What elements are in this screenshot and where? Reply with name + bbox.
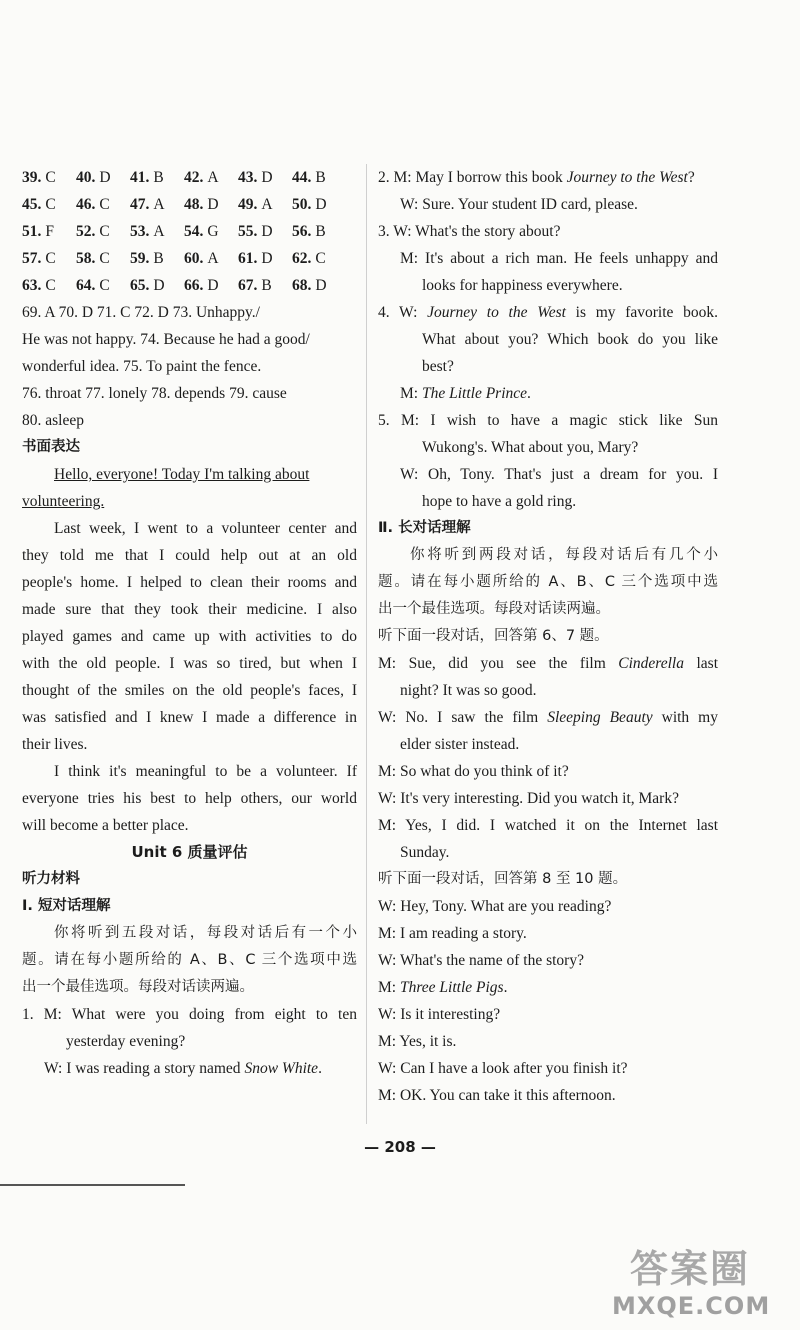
answer-number: 47. <box>130 196 150 213</box>
answer-value: C <box>99 277 110 294</box>
answer-number: 39. <box>22 169 42 186</box>
text-line: was satisfied and I knew I made a difference in <box>22 709 357 726</box>
text-line: I think it's meaningful to be a volunteer. If <box>54 763 357 780</box>
answer-cell <box>238 218 292 245</box>
answer-value: D <box>315 277 327 294</box>
conv1-line-2 <box>378 704 718 731</box>
answer-cell <box>184 164 238 191</box>
text-line: everyone tries his best to help others, our world <box>22 790 357 807</box>
answer-number: 58. <box>76 250 96 267</box>
conv1-line-2-end: with my <box>652 709 718 726</box>
answer-value: D <box>207 277 219 294</box>
answer-cell <box>184 218 238 245</box>
page-number: — 208 — <box>364 1138 436 1156</box>
answer-cell <box>76 218 130 245</box>
text-line: made sure that they took their medicine. I also <box>22 601 357 618</box>
answer-value: G <box>207 223 219 240</box>
answer-number: 52. <box>76 223 96 240</box>
answer-number: 40. <box>76 169 96 186</box>
text-line: Last week, I went to a volunteer center and <box>54 520 357 537</box>
answer-cell <box>22 272 76 299</box>
answer-value: C <box>45 277 56 294</box>
watermark-top: 答案圈 <box>630 1247 751 1291</box>
answer-number: 53. <box>130 223 150 240</box>
answer-value: C <box>99 196 110 213</box>
answer-line-74-cont: wonderful idea. 75. To paint the fence. <box>22 358 262 375</box>
answer-cell <box>130 191 184 218</box>
answer-row <box>22 164 357 191</box>
answer-cell <box>130 218 184 245</box>
text-line: 你将听到五段对话，每段对话后有一个小 <box>54 925 357 941</box>
text-line: their lives. <box>22 736 88 753</box>
bottom-rule <box>0 1184 185 1186</box>
dialogue-3-m-cont: looks for happiness everywhere. <box>422 277 623 294</box>
conv1-film-title: Cinderella <box>618 655 684 672</box>
answer-cell <box>130 164 184 191</box>
answer-row <box>22 218 357 245</box>
text-line: 你将听到两段对话，每段对话后有几个小 <box>410 547 718 563</box>
answer-cell <box>22 218 76 245</box>
dialogue-4-m <box>378 380 718 407</box>
writing-paragraph-2 <box>22 758 357 839</box>
answer-cell <box>184 245 238 272</box>
dialogue-1-question: 1. M: What were you doing from eight to ten <box>22 1006 357 1023</box>
answer-number: 55. <box>238 223 258 240</box>
dialogue-5-w: W: Oh, Tony. That's just a dream for you. I <box>400 466 718 483</box>
dialogue-2-m <box>378 164 718 191</box>
dialogue-5-m: 5. M: I wish to have a magic stick like Sun <box>378 412 718 429</box>
answer-number: 42. <box>184 169 204 186</box>
answer-cell <box>76 164 130 191</box>
dialogue-4-w <box>378 299 718 326</box>
answer-cell <box>76 245 130 272</box>
answer-cell <box>238 272 292 299</box>
conversation-2-intro: 听下面一段对话，回答第 8 至 10 题。 <box>378 871 628 887</box>
answer-number: 46. <box>76 196 96 213</box>
answer-value: D <box>207 196 219 213</box>
text-line: with the old people. I was so tired, but when I <box>22 655 357 672</box>
text-line: they told me that I could help out at an old <box>22 547 357 564</box>
answer-value: F <box>45 223 54 240</box>
answer-value: D <box>261 169 273 186</box>
answer-cell <box>292 272 346 299</box>
conv2-line-7: W: Can I have a look after you finish it? <box>378 1060 628 1077</box>
answer-number: 60. <box>184 250 204 267</box>
answer-number: 67. <box>238 277 258 294</box>
answer-number: 61. <box>238 250 258 267</box>
answer-number: 49. <box>238 196 258 213</box>
answer-number: 41. <box>130 169 150 186</box>
answer-value: A <box>207 169 219 186</box>
dialogue-4-w-cont: What about you? Which book do you like <box>422 331 718 348</box>
answer-number: 50. <box>292 196 312 213</box>
conv1-line-1-cont: night? It was so good. <box>400 682 537 699</box>
answer-cell <box>184 272 238 299</box>
answer-number: 63. <box>22 277 42 294</box>
conv2-line-2: M: I am reading a story. <box>378 925 527 942</box>
conv1-line-5-cont: Sunday. <box>400 844 450 861</box>
dialogue-3-m: M: It's about a rich man. He feels unhappy and <box>400 250 718 267</box>
answer-value: C <box>99 223 110 240</box>
answer-value: B <box>315 169 326 186</box>
conv2-line-4-label: M: <box>378 979 400 996</box>
answer-cell <box>184 191 238 218</box>
conv2-line-3: W: What's the name of the story? <box>378 952 584 969</box>
answer-row <box>22 272 357 299</box>
answer-value: D <box>153 277 165 294</box>
dialogue-2-m-end: ? <box>687 169 695 186</box>
answer-cell <box>22 191 76 218</box>
answer-cell <box>130 245 184 272</box>
conv2-line-8: M: OK. You can take it this afternoon. <box>378 1087 616 1104</box>
dialogue-1-question-cont: yesterday evening? <box>66 1033 186 1050</box>
answer-row <box>22 191 357 218</box>
dialogue-1-answer-end: . <box>318 1060 322 1077</box>
text-line: 出一个最佳选项。每段对话读两遍。 <box>378 601 610 617</box>
writing-paragraph-1 <box>22 515 357 758</box>
column-divider <box>366 164 367 1124</box>
answer-value: A <box>153 223 165 240</box>
answer-number: 65. <box>130 277 150 294</box>
answer-value: C <box>315 250 326 267</box>
conv1-line-2-text: W: No. I saw the film <box>378 709 548 726</box>
conv2-story-title: Three Little Pigs <box>399 979 504 996</box>
text-line: 出一个最佳选项。每段对话读两遍。 <box>22 979 254 995</box>
answer-row <box>22 245 357 272</box>
answer-value: D <box>315 196 327 213</box>
answer-value: B <box>153 250 164 267</box>
answer-value: A <box>153 196 165 213</box>
dialogue-1-answer <box>22 1055 357 1082</box>
answer-value: A <box>261 196 273 213</box>
answer-cell <box>238 191 292 218</box>
dialogue-4-m-label: M: <box>400 385 422 402</box>
dialogue-1-answer-text: W: I was reading a story named <box>44 1060 245 1077</box>
answer-number: 66. <box>184 277 204 294</box>
conv1-line-4: W: It's very interesting. Did you watch it, Mark? <box>378 790 679 807</box>
text-line: people's home. I helped to clean their rooms and <box>22 574 357 591</box>
dialogue-5-w-cont: hope to have a gold ring. <box>422 493 577 510</box>
conv1-film-title-2: Sleeping Beauty <box>547 709 653 726</box>
answer-number: 56. <box>292 223 312 240</box>
answer-cell <box>22 245 76 272</box>
answer-number: 68. <box>292 277 312 294</box>
answer-line-69: 69. A 70. D 71. C 72. D 73. Unhappy./ <box>22 304 260 321</box>
answer-number: 48. <box>184 196 204 213</box>
dialogue-3-w: 3. W: What's the story about? <box>378 223 561 240</box>
conv1-line-3: M: So what do you think of it? <box>378 763 569 780</box>
dialogue-4-book-title: Journey to the West <box>427 304 566 321</box>
listening-heading: 听力材料 <box>22 871 80 887</box>
answer-line-80: 80. asleep <box>22 412 84 429</box>
answer-cell <box>292 245 346 272</box>
answer-number: 62. <box>292 250 312 267</box>
text-line: will become a better place. <box>22 817 189 834</box>
conv1-line-1-text: M: Sue, did you see the film <box>378 655 619 672</box>
dialogue-5-m-cont: Wukong's. What about you, Mary? <box>422 439 639 456</box>
text-line: thought of the smiles on the old people's faces, I <box>22 682 357 699</box>
dialogue-2-m-text: 2. M: May I borrow this book <box>378 169 567 186</box>
answer-cell <box>292 218 346 245</box>
answer-value: C <box>45 196 56 213</box>
answer-number: 44. <box>292 169 312 186</box>
writing-heading: 书面表达 <box>22 439 80 455</box>
conv1-line-1-end: last <box>683 655 718 672</box>
watermark-bottom: MXQE.COM <box>612 1292 771 1320</box>
conv1-line-5: M: Yes, I did. I watched it on the Internet last <box>378 817 718 834</box>
dialogue-4-m-end: . <box>527 385 531 402</box>
answer-cell <box>22 164 76 191</box>
dialogue-4-w-label: 4. W: <box>378 304 428 321</box>
unit-title: Unit 6 质量评估 <box>131 843 248 861</box>
answer-number: 51. <box>22 223 42 240</box>
answer-value: C <box>45 169 56 186</box>
answer-line-76: 76. throat 77. lonely 78. depends 79. cause <box>22 385 287 402</box>
conversation-1-intro: 听下面一段对话，回答第 6、7 题。 <box>378 628 609 644</box>
answer-value: C <box>45 250 56 267</box>
answer-number: 59. <box>130 250 150 267</box>
writing-opening-cont: volunteering. <box>22 493 105 510</box>
answer-value: B <box>315 223 326 240</box>
answer-number: 45. <box>22 196 42 213</box>
answer-number: 43. <box>238 169 258 186</box>
answer-cell <box>238 245 292 272</box>
dialogue-2-book-title: Journey to the West <box>566 169 688 186</box>
answer-cell <box>292 164 346 191</box>
dialogue-4-w-cont2: best? <box>422 358 454 375</box>
answer-line-73-cont: He was not happy. 74. Because he had a good/ <box>22 331 310 348</box>
text-line: played games and came up with activities to do <box>22 628 357 645</box>
right-column <box>378 164 718 1109</box>
dialogue-1-story-title: Snow White <box>244 1060 319 1077</box>
answer-grid <box>22 164 357 299</box>
section-1-heading: Ⅰ. 短对话理解 <box>22 898 111 914</box>
answer-value: D <box>99 169 111 186</box>
answer-cell <box>130 272 184 299</box>
answer-cell <box>238 164 292 191</box>
answer-number: 57. <box>22 250 42 267</box>
section-2-heading: Ⅱ. 长对话理解 <box>378 520 471 536</box>
answer-cell <box>292 191 346 218</box>
dialogue-2-w: W: Sure. Your student ID card, please. <box>400 196 638 213</box>
dialogue-4-m-title: The Little Prince <box>421 385 528 402</box>
answer-number: 54. <box>184 223 204 240</box>
left-column <box>22 164 357 1082</box>
answer-number: 64. <box>76 277 96 294</box>
section-1-instructions <box>22 920 357 1001</box>
writing-opening: Hello, everyone! Today I'm talking about <box>54 466 310 483</box>
answer-value: C <box>99 250 110 267</box>
answer-value: A <box>207 250 219 267</box>
conv1-line-2-cont: elder sister instead. <box>400 736 520 753</box>
answer-value: D <box>261 250 273 267</box>
text-line: 题。请在每小题所给的 A、B、C 三个选项中选 <box>378 574 718 590</box>
answer-value: D <box>261 223 273 240</box>
conv2-line-4 <box>378 974 718 1001</box>
section-2-instructions <box>378 542 718 623</box>
answer-cell <box>76 191 130 218</box>
conv2-line-1: W: Hey, Tony. What are you reading? <box>378 898 612 915</box>
conv2-line-5: W: Is it interesting? <box>378 1006 501 1023</box>
text-line: 题。请在每小题所给的 A、B、C 三个选项中选 <box>22 952 357 968</box>
conv2-line-4-end: . <box>503 979 508 996</box>
dialogue-4-w-text: is my favorite book. <box>565 304 718 321</box>
answer-cell <box>76 272 130 299</box>
conv2-line-6: M: Yes, it is. <box>378 1033 457 1050</box>
answer-value: B <box>261 277 272 294</box>
answer-value: B <box>153 169 164 186</box>
conv1-line-1 <box>378 650 718 677</box>
watermark-logo <box>612 1236 792 1324</box>
